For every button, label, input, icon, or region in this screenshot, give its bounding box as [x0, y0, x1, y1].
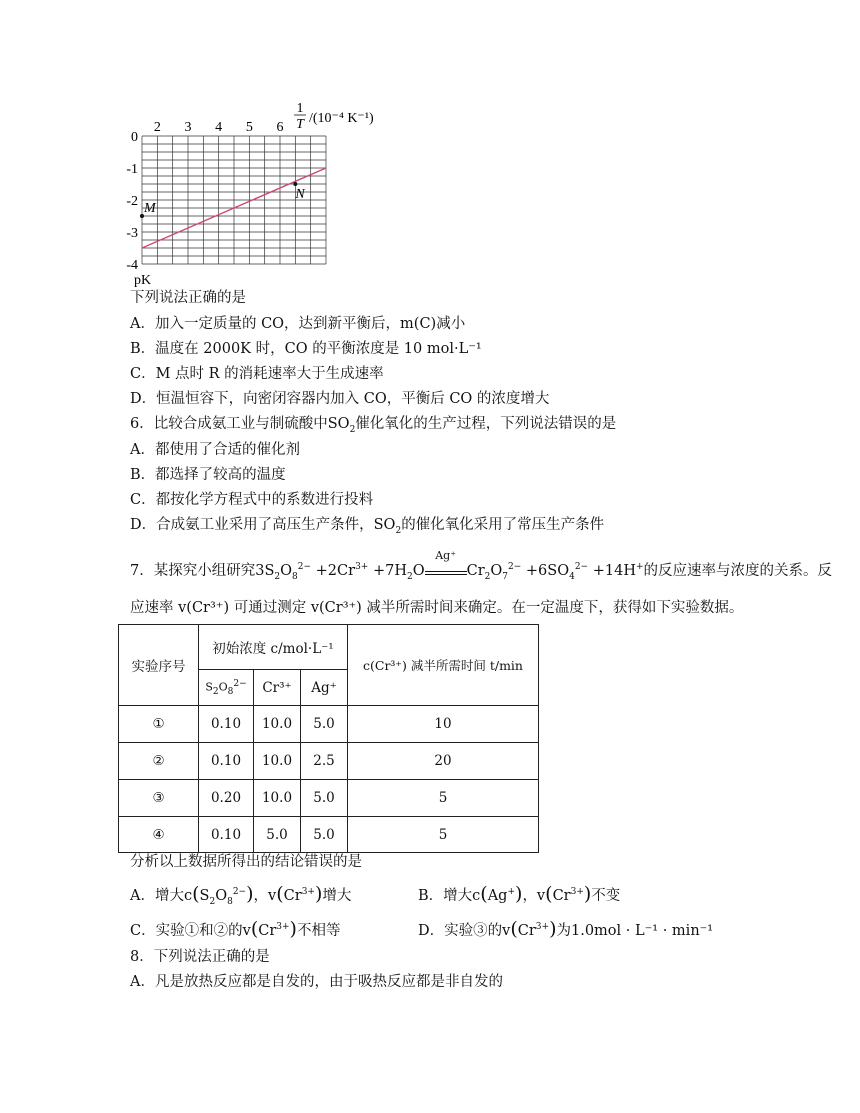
cell-time: 10: [348, 706, 539, 743]
q7-option-c[interactable]: [130, 917, 340, 941]
y-tick-labels: [126, 130, 138, 273]
x-axis-unit: /(10⁻⁴ K⁻¹): [309, 111, 374, 126]
cell-cr: 10.0: [254, 780, 301, 817]
equilibrium-arrow: [425, 571, 467, 575]
cell-s2o8: 0.10: [199, 706, 254, 743]
x-tick-label: 2: [153, 120, 161, 135]
q6-option-b[interactable]: B．都选择了较高的温度: [130, 467, 286, 483]
q7-option-b-part1: B．增大: [418, 887, 473, 904]
formula-v-cr: $v(Cr^{3+})$: [242, 917, 297, 940]
subheader-cr: Cr³⁺: [254, 670, 301, 706]
q7-option-a-part2: 增大: [322, 887, 352, 904]
q7-stem-part1: 7．某探究小组研究: [130, 562, 256, 579]
cell-cr: 5.0: [254, 817, 301, 853]
table-row: [119, 706, 539, 743]
experiment-table: [118, 624, 539, 853]
q6-stem-part2: 催化氧化的生产过程，下列说法错误的是: [355, 416, 617, 432]
q7-option-b[interactable]: [418, 882, 620, 906]
header-experiment-no: 实验序号: [119, 625, 199, 706]
y-tick-label: -2: [126, 194, 138, 209]
point-label-n: N: [295, 187, 305, 202]
x-axis-label-denominator: T: [296, 117, 304, 132]
cell-no: ④: [119, 817, 199, 853]
q6-option-c[interactable]: C．都按化学方程式中的系数进行投料: [130, 492, 374, 508]
q6-option-d-part2: 的催化氧化采用了常压生产条件: [401, 517, 605, 533]
cell-s2o8: 0.10: [199, 817, 254, 853]
cell-ag: 5.0: [301, 706, 348, 743]
q7-option-a[interactable]: [130, 882, 351, 912]
q8-option-a[interactable]: A．凡是放热反应都是自发的，由于吸热反应都是非自发的: [130, 974, 503, 990]
q7-stem-part2: 的反应速率与浓度的关系。反: [643, 562, 833, 579]
q6-option-d-part1: D．合成氨工业采用了高压生产条件，: [130, 517, 374, 533]
table-row: [119, 817, 539, 853]
header-half-time: c(Cr³⁺) 减半所需时间 t/min: [348, 625, 539, 706]
formula-v-cr: $v(Cr^{3+})$: [502, 917, 557, 940]
cell-time: 5: [348, 780, 539, 817]
q6-option-a[interactable]: A．都使用了合适的催化剂: [130, 442, 300, 458]
cell-no: ①: [119, 706, 199, 743]
catalyst-label: Ag⁺: [435, 548, 456, 562]
y-tick-label: 0: [131, 130, 138, 145]
q7-conclusion: 分析以上数据所得出的结论错误的是: [130, 854, 362, 870]
y-tick-label: -3: [126, 226, 138, 241]
cell-no: ③: [119, 780, 199, 817]
x-axis-label-numerator: 1: [296, 101, 304, 116]
x-tick-label: 6: [276, 120, 284, 135]
q5-option-c[interactable]: C．M 点时 R 的消耗速率大于生成速率: [130, 366, 384, 382]
q7-option-d-part2: 为1.0mol · L⁻¹ · min⁻¹: [556, 922, 714, 939]
cell-time: 20: [348, 743, 539, 780]
q7-option-d[interactable]: [418, 917, 713, 941]
cell-cr: 10.0: [254, 706, 301, 743]
y-tick-label: -4: [126, 258, 138, 273]
q5-option-d[interactable]: D．恒温恒容下，向密闭容器内加入 CO，平衡后 CO 的浓度增大: [130, 391, 550, 407]
formula-c-ag: c(Ag+)，$v(Cr^{3+})$: [472, 882, 592, 905]
subheader-ag: Ag⁺: [301, 670, 348, 706]
header-initial-concentration: 初始浓度 c/mol·L⁻¹: [199, 625, 348, 670]
q7-option-a-part1: A．增大: [130, 887, 184, 904]
q7-stem-line2: 应速率 v(Cr³⁺) 可通过测定 v(Cr³⁺) 减半所需时间来确定。在一定温度下，获得如下实验数据。: [130, 600, 744, 616]
subheader-s2o8: $S_2O_8^{2-}$: [199, 670, 254, 706]
x-tick-label: 4: [215, 120, 223, 135]
y-tick-label: -1: [126, 162, 138, 177]
x-tick-labels: [154, 120, 284, 135]
so2-formula: $SO_2$: [373, 517, 402, 536]
cell-ag: 2.5: [301, 743, 348, 780]
cell-s2o8: 0.10: [199, 743, 254, 780]
reaction-equation: $3S_2O_8^{2-} +2Cr^{3+} +7H_2O$ Ag⁺ $Cr_2O_7^{2-} +6SO_4^{2-} +14H^+$: [255, 563, 643, 579]
cell-cr: 10.0: [254, 743, 301, 780]
point-n: [293, 182, 297, 186]
q5-option-b[interactable]: B．温度在 2000K 时，CO 的平衡浓度是 10 mol·L⁻¹: [130, 341, 482, 357]
point-label-m: M: [144, 201, 156, 216]
x-tick-label: 5: [245, 120, 253, 135]
formula-c-s2o8: $c(S_2O_8^{2-})$，$v(Cr^{3+})$: [183, 882, 323, 907]
q6-stem: [130, 414, 616, 440]
q7-option-c-part1: C．实验①和②的: [130, 922, 243, 939]
x-tick-label: 3: [184, 120, 192, 135]
pk-vs-inverse-t-chart: [128, 98, 388, 288]
q7-stem: [130, 548, 833, 587]
cell-no: ②: [119, 743, 199, 780]
q7-option-d-part1: D．实验③的: [418, 922, 503, 939]
q6-option-d[interactable]: [130, 515, 604, 541]
so2-formula: $SO_2$: [327, 416, 356, 435]
q6-stem-part1: 6．比较合成氨工业与制硫酸中: [130, 416, 328, 432]
table-row: [119, 780, 539, 817]
q5-stem: 下列说法正确的是: [130, 290, 246, 306]
q8-stem: 8．下列说法正确的是: [130, 949, 270, 965]
y-axis-label: pK: [134, 273, 152, 288]
q5-option-a[interactable]: A．加入一定质量的 CO，达到新平衡后，m(C)减小: [130, 316, 466, 332]
q7-option-b-part2: 不变: [591, 887, 621, 904]
cell-ag: 5.0: [301, 780, 348, 817]
table-row: [119, 743, 539, 780]
cell-time: 5: [348, 817, 539, 853]
q7-option-c-part2: 不相等: [296, 922, 341, 939]
cell-s2o8: 0.20: [199, 780, 254, 817]
cell-ag: 5.0: [301, 817, 348, 853]
